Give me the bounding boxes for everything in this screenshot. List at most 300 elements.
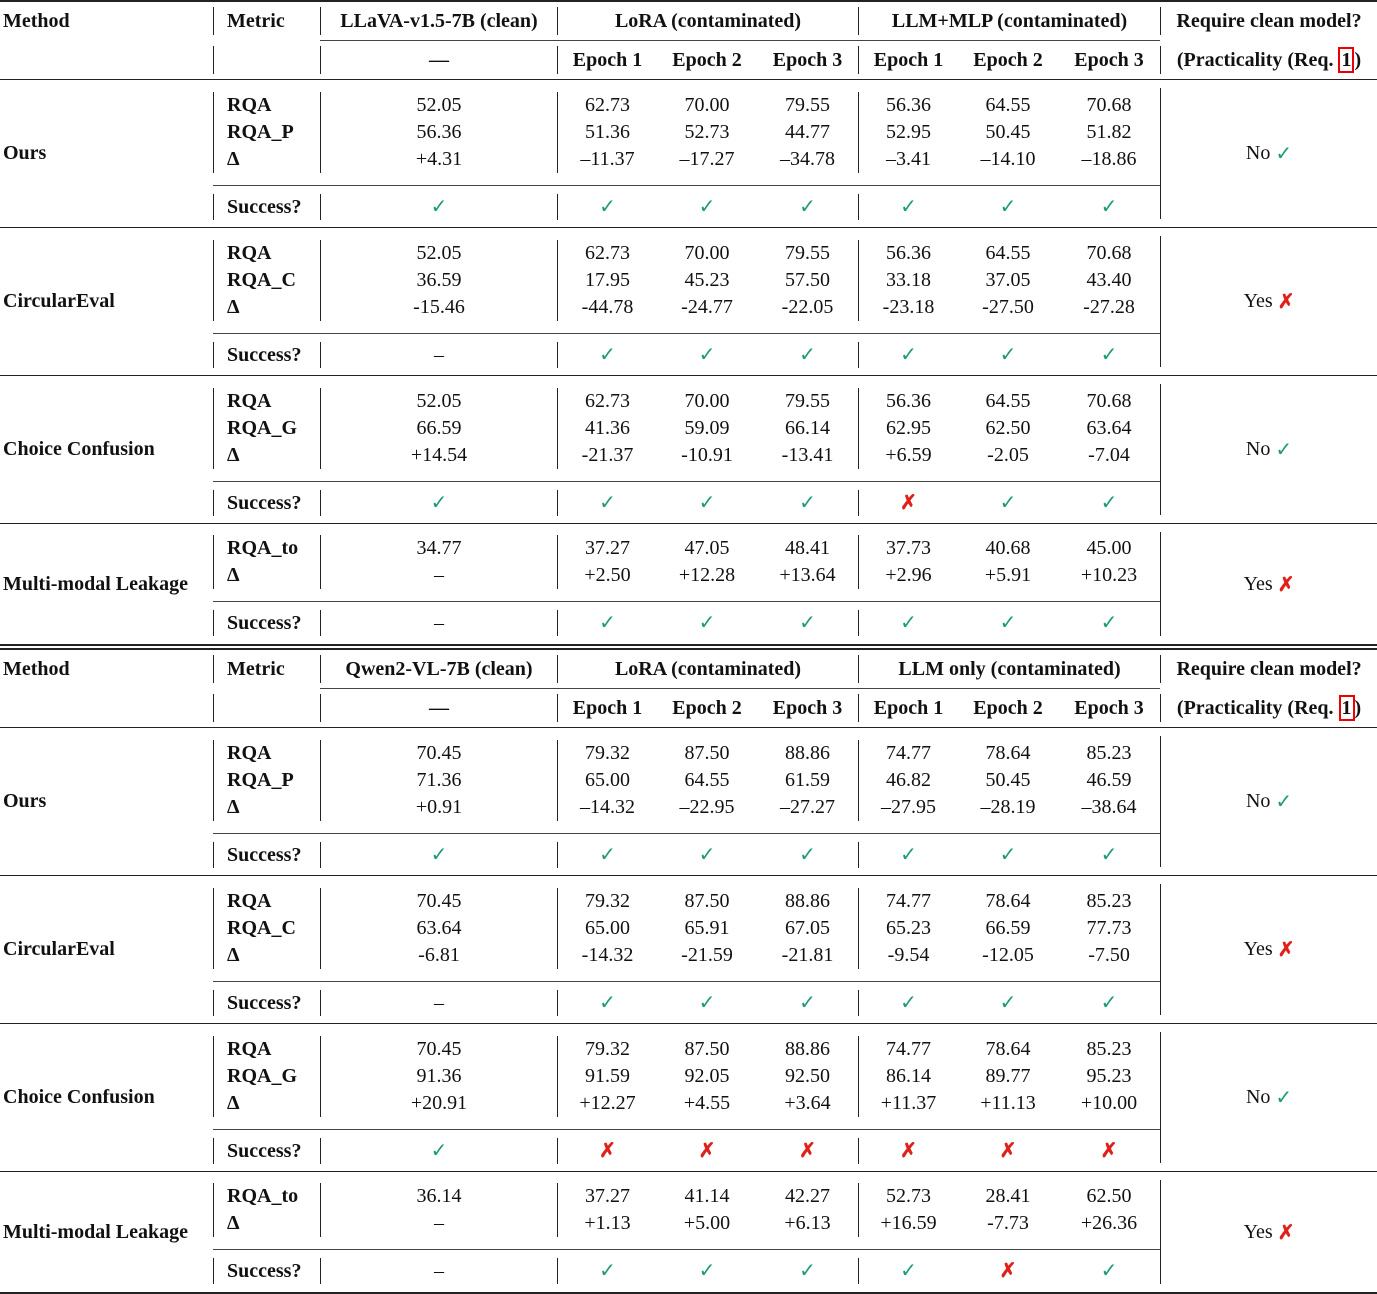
metric-value: -21.37 xyxy=(581,444,634,467)
metric-name: Δ xyxy=(227,296,240,319)
metric-value: 79.32 xyxy=(585,1038,630,1061)
metric-value: 44.77 xyxy=(785,121,830,144)
check-icon: ✓ xyxy=(430,491,448,514)
check-icon: ✓ xyxy=(1100,343,1118,366)
metric-value: 37.73 xyxy=(886,537,932,560)
check-icon: ✓ xyxy=(1100,843,1118,866)
metric-value: 48.41 xyxy=(785,537,830,560)
cross-icon: ✗ xyxy=(799,1139,816,1162)
metric-name: RQA xyxy=(227,94,272,117)
metric-value: 85.23 xyxy=(1086,1038,1132,1061)
check-icon: ✓ xyxy=(599,611,616,634)
metric-value: -44.78 xyxy=(581,296,634,319)
check-icon: ✓ xyxy=(1275,1087,1293,1109)
metric-value: +5.00 xyxy=(683,1212,731,1235)
metric-name: RQA_C xyxy=(227,269,296,292)
metric-value: 52.05 xyxy=(416,390,462,413)
not-applicable-dash: – xyxy=(434,1259,444,1282)
metric-value: 63.64 xyxy=(1086,417,1132,440)
check-icon: ✓ xyxy=(900,343,917,366)
metric-value: –28.19 xyxy=(980,796,1036,819)
cross-icon: ✗ xyxy=(698,1139,716,1162)
method-name: Choice Confusion xyxy=(3,1086,155,1108)
check-icon: ✓ xyxy=(799,343,816,366)
metric-value: 70.45 xyxy=(416,1038,462,1061)
metric-name: Δ xyxy=(227,564,240,587)
require-clean-answer: No xyxy=(1245,1086,1271,1108)
metric-value: +13.64 xyxy=(779,564,836,587)
llm-header: LLM+MLP (contaminated) xyxy=(891,10,1128,32)
metric-name: Δ xyxy=(227,1092,240,1115)
metric-value: 92.05 xyxy=(684,1065,730,1088)
check-icon: ✓ xyxy=(599,195,616,218)
method-header: Method xyxy=(3,658,70,681)
check-icon: ✓ xyxy=(599,991,616,1014)
cross-icon: ✗ xyxy=(900,1139,917,1162)
metric-value: +3.64 xyxy=(784,1092,831,1115)
epoch-header: Epoch 1 xyxy=(873,697,944,719)
check-icon: ✓ xyxy=(799,843,816,866)
method-name: Ours xyxy=(3,142,47,164)
metric-name: RQA_G xyxy=(227,417,297,440)
metric-value: +5.91 xyxy=(984,564,1032,587)
lora-header: LoRA (contaminated) xyxy=(614,10,802,32)
metric-value: 62.50 xyxy=(1086,1185,1132,1208)
metric-value: 71.36 xyxy=(416,769,462,792)
success-label: Success? xyxy=(227,991,302,1014)
requirement-highlight-box xyxy=(1338,47,1354,73)
metric-value: 65.00 xyxy=(585,769,630,792)
metric-value: 85.23 xyxy=(1086,742,1132,765)
metric-value: 64.55 xyxy=(985,390,1031,413)
metric-value: 74.77 xyxy=(886,1038,932,1061)
check-icon: ✓ xyxy=(599,491,616,514)
metric-value: 78.64 xyxy=(985,1038,1031,1061)
header-row xyxy=(0,1,1377,41)
metric-value: -2.05 xyxy=(987,444,1029,467)
check-icon: ✓ xyxy=(430,195,448,218)
metric-value: -14.32 xyxy=(581,944,634,967)
metric-value: 51.36 xyxy=(585,121,630,144)
metric-value: +20.91 xyxy=(410,1092,468,1115)
metric-value: 45.00 xyxy=(1086,537,1132,560)
metric-name: Δ xyxy=(227,944,240,967)
metric-value: 70.45 xyxy=(416,742,462,765)
metric-value: +12.27 xyxy=(579,1092,636,1115)
metric-value: 87.50 xyxy=(684,742,730,765)
cross-icon: ✗ xyxy=(1277,939,1295,961)
require-clean-answer: No xyxy=(1245,438,1271,460)
metric-value: –18.86 xyxy=(1081,148,1137,171)
metric-value: +12.28 xyxy=(678,564,736,587)
metric-value: 56.36 xyxy=(886,94,932,117)
metric-value: 77.73 xyxy=(1086,917,1132,940)
metric-value: 62.73 xyxy=(585,242,630,265)
not-applicable-dash: – xyxy=(434,991,444,1014)
check-icon: ✓ xyxy=(999,991,1017,1014)
check-icon: ✓ xyxy=(698,991,716,1014)
metric-name: RQA_G xyxy=(227,1065,297,1088)
require-clean-answer: Yes xyxy=(1243,572,1273,595)
metric-value: 87.50 xyxy=(684,890,730,913)
not-applicable-dash: – xyxy=(434,343,444,366)
epoch-header: Epoch 3 xyxy=(1074,697,1144,719)
metric-value: 87.50 xyxy=(684,1038,730,1061)
metric-value: +2.50 xyxy=(584,564,631,587)
metric-value: -21.81 xyxy=(781,944,834,967)
metric-value: 62.73 xyxy=(585,94,630,117)
check-icon: ✓ xyxy=(430,1139,448,1162)
metric-value: 85.23 xyxy=(1086,890,1132,913)
check-icon: ✓ xyxy=(1100,991,1118,1014)
metric-value: 79.55 xyxy=(785,94,830,117)
metric-name: RQA_C xyxy=(227,917,296,940)
metric-value: 65.00 xyxy=(585,917,630,940)
metric-value: –14.10 xyxy=(980,148,1036,171)
requirement-number: 1 xyxy=(1341,696,1352,719)
check-icon: ✓ xyxy=(900,1259,917,1282)
metric-value: 65.23 xyxy=(886,917,932,940)
metric-value: -7.04 xyxy=(1088,444,1130,467)
metric-value: 46.59 xyxy=(1086,769,1132,792)
metric-value: 56.36 xyxy=(886,242,932,265)
metric-value: -24.77 xyxy=(681,296,733,319)
not-applicable-dash: – xyxy=(434,611,444,634)
check-icon: ✓ xyxy=(599,343,616,366)
method-row xyxy=(0,524,1377,602)
metric-value: 47.05 xyxy=(684,537,730,560)
metric-value: -7.73 xyxy=(987,1212,1029,1235)
check-icon: ✓ xyxy=(900,611,917,634)
metric-name: Δ xyxy=(227,444,240,467)
metric-name: RQA xyxy=(227,242,272,265)
metric-value: 89.77 xyxy=(985,1065,1031,1088)
metric-value: 41.14 xyxy=(684,1185,730,1208)
metric-value: –27.95 xyxy=(881,796,937,819)
practicality-suffix: ) xyxy=(1354,696,1362,719)
metric-value: 67.05 xyxy=(785,917,830,940)
metric-value: +4.31 xyxy=(415,148,463,171)
method-row xyxy=(0,228,1377,334)
require-clean-answer: No xyxy=(1245,142,1271,164)
metric-value: 79.32 xyxy=(585,742,630,765)
metric-header: Metric xyxy=(227,658,285,681)
method-row xyxy=(0,376,1377,482)
metric-value: 37.05 xyxy=(985,269,1031,292)
metric-value: +11.37 xyxy=(880,1092,937,1115)
metric-value: 78.64 xyxy=(985,890,1031,913)
epoch-header: Epoch 2 xyxy=(672,697,742,719)
metric-name: RQA_P xyxy=(227,769,294,792)
metric-value: 70.00 xyxy=(684,94,730,117)
metric-value: 62.95 xyxy=(886,417,932,440)
method-name: Multi-modal Leakage xyxy=(3,572,188,595)
requirement-number: 1 xyxy=(1341,48,1352,71)
metric-value: +1.13 xyxy=(584,1212,631,1235)
practicality-label: (Practicality (Req. xyxy=(1176,48,1339,71)
check-icon: ✓ xyxy=(698,343,716,366)
metric-value: 95.23 xyxy=(1086,1065,1132,1088)
metric-value: 66.59 xyxy=(416,417,462,440)
metric-value: 70.00 xyxy=(684,390,730,413)
metric-value: -15.46 xyxy=(413,296,465,319)
metric-value: -27.28 xyxy=(1083,296,1135,319)
metric-value: +2.96 xyxy=(885,564,932,587)
check-icon: ✓ xyxy=(599,843,616,866)
metric-name: Δ xyxy=(227,1212,240,1235)
check-icon: ✓ xyxy=(1100,491,1118,514)
epoch-header: Epoch 1 xyxy=(873,49,944,71)
check-icon: ✓ xyxy=(900,195,917,218)
check-icon: ✓ xyxy=(900,991,917,1014)
epoch-header: Epoch 3 xyxy=(1074,49,1144,71)
method-name: CircularEval xyxy=(3,938,115,960)
cross-icon: ✗ xyxy=(599,1139,616,1162)
metric-value: 52.73 xyxy=(684,121,730,144)
metric-name: Δ xyxy=(227,796,240,819)
check-icon: ✓ xyxy=(430,843,448,866)
metric-value: 88.86 xyxy=(785,742,830,765)
metric-value: -23.18 xyxy=(882,296,935,319)
method-row xyxy=(0,80,1377,186)
success-label: Success? xyxy=(227,195,302,218)
metric-value: -12.05 xyxy=(982,944,1034,967)
metric-value: +11.13 xyxy=(980,1092,1036,1115)
metric-value: 70.45 xyxy=(416,890,462,913)
check-icon: ✓ xyxy=(698,491,716,514)
metric-value: 50.45 xyxy=(985,769,1031,792)
epoch-header: Epoch 3 xyxy=(772,697,843,719)
metric-value: 33.18 xyxy=(886,269,932,292)
metric-value: –22.95 xyxy=(679,796,735,819)
metric-value: 74.77 xyxy=(886,890,932,913)
metric-value: 41.36 xyxy=(585,417,630,440)
metric-value: +0.91 xyxy=(415,796,463,819)
method-row xyxy=(0,1024,1377,1130)
no-epoch-dash: — xyxy=(429,697,449,719)
clean-model-header: LLaVA-v1.5-7B (clean) xyxy=(340,10,538,32)
metric-value: –38.64 xyxy=(1081,796,1137,819)
metric-value: +6.13 xyxy=(784,1212,831,1235)
check-icon: ✓ xyxy=(799,195,816,218)
success-label: Success? xyxy=(227,611,302,634)
metric-value: 51.82 xyxy=(1086,121,1132,144)
metric-value: +6.59 xyxy=(885,444,932,467)
metric-value: 36.14 xyxy=(416,1185,462,1208)
require-clean-header: Require clean model? xyxy=(1176,10,1362,33)
metric-value: 79.32 xyxy=(585,890,630,913)
check-icon: ✓ xyxy=(799,1259,816,1282)
metric-name: RQA xyxy=(227,742,272,765)
metric-value: 70.00 xyxy=(684,242,730,265)
check-icon: ✓ xyxy=(999,343,1017,366)
metric-name: RQA_to xyxy=(227,1185,299,1208)
lora-header: LoRA (contaminated) xyxy=(614,658,802,680)
require-clean-answer: Yes xyxy=(1243,1220,1273,1243)
metric-value: 40.68 xyxy=(985,537,1031,560)
metric-value: 52.05 xyxy=(416,94,462,117)
results-table-1 xyxy=(0,0,1377,646)
check-icon: ✓ xyxy=(799,491,816,514)
metric-value: 64.55 xyxy=(985,94,1031,117)
metric-value: 92.50 xyxy=(785,1065,830,1088)
metric-value: –3.41 xyxy=(886,148,932,171)
check-icon: ✓ xyxy=(900,843,917,866)
metric-value: 66.59 xyxy=(985,917,1031,940)
metric-value: 91.59 xyxy=(585,1065,630,1088)
metric-value: –11.37 xyxy=(580,148,635,171)
header-subrow xyxy=(0,689,1377,728)
metric-value: +16.59 xyxy=(880,1212,937,1235)
metric-value: 63.64 xyxy=(416,917,462,940)
cross-icon: ✗ xyxy=(999,1259,1017,1282)
metric-header: Metric xyxy=(227,10,285,33)
metric-value: -7.50 xyxy=(1088,944,1130,967)
metric-value: –27.27 xyxy=(780,796,835,819)
metric-value: 45.23 xyxy=(684,269,730,292)
check-icon: ✓ xyxy=(999,491,1017,514)
epoch-header: Epoch 2 xyxy=(973,49,1043,71)
metric-value: 70.68 xyxy=(1086,390,1132,413)
metric-value: -6.81 xyxy=(418,944,460,967)
metric-value: 56.36 xyxy=(416,121,462,144)
metric-name: RQA xyxy=(227,390,272,413)
check-icon: ✓ xyxy=(1100,195,1118,218)
results-table-2 xyxy=(0,648,1377,1294)
success-label: Success? xyxy=(227,343,302,366)
method-name: CircularEval xyxy=(3,290,115,312)
metric-value: 56.36 xyxy=(886,390,932,413)
cross-icon: ✗ xyxy=(900,491,917,514)
no-epoch-dash: — xyxy=(429,49,449,71)
metric-value: +10.00 xyxy=(1080,1092,1138,1115)
metric-name: RQA xyxy=(227,1038,272,1061)
metric-name: RQA xyxy=(227,890,272,913)
require-clean-answer: No xyxy=(1245,790,1271,812)
metric-value: -27.50 xyxy=(982,296,1034,319)
metric-value: 62.73 xyxy=(585,390,630,413)
check-icon: ✓ xyxy=(698,195,716,218)
metric-value: –17.27 xyxy=(679,148,735,171)
metric-value: 46.82 xyxy=(886,769,932,792)
metric-value: 42.27 xyxy=(785,1185,830,1208)
metric-value: +26.36 xyxy=(1080,1212,1138,1235)
metric-value: 88.86 xyxy=(785,890,830,913)
metric-value: 65.91 xyxy=(684,917,730,940)
epoch-header: Epoch 2 xyxy=(973,697,1043,719)
require-clean-header: Require clean model? xyxy=(1176,658,1362,681)
metric-value: -22.05 xyxy=(781,296,834,319)
metric-value: –14.32 xyxy=(580,796,635,819)
clean-model-header: Qwen2-VL-7B (clean) xyxy=(345,658,533,680)
epoch-header: Epoch 1 xyxy=(572,697,643,719)
cross-icon: ✗ xyxy=(1100,1139,1118,1162)
require-clean-answer: Yes xyxy=(1243,938,1273,960)
metric-value: 79.55 xyxy=(785,390,830,413)
method-row xyxy=(0,876,1377,982)
method-row xyxy=(0,728,1377,834)
metric-value: 17.95 xyxy=(585,269,630,292)
metric-value: 43.40 xyxy=(1086,269,1132,292)
success-label: Success? xyxy=(227,1259,302,1282)
metric-value: 50.45 xyxy=(985,121,1031,144)
llm-header: LLM only (contaminated) xyxy=(898,658,1121,680)
metric-value: 66.14 xyxy=(785,417,830,440)
metric-value: 57.50 xyxy=(785,269,830,292)
metric-value: – xyxy=(434,1212,444,1235)
check-icon: ✓ xyxy=(799,611,816,634)
metric-value: –34.78 xyxy=(780,148,835,171)
cross-icon: ✗ xyxy=(1277,573,1295,596)
metric-value: 86.14 xyxy=(886,1065,932,1088)
metric-value: 64.55 xyxy=(985,242,1031,265)
metric-value: +4.55 xyxy=(683,1092,731,1115)
metric-value: +14.54 xyxy=(410,444,468,467)
epoch-header: Epoch 1 xyxy=(572,49,643,71)
method-header: Method xyxy=(3,10,70,33)
method-name: Multi-modal Leakage xyxy=(3,1220,188,1243)
require-clean-answer: Yes xyxy=(1243,290,1273,312)
requirement-highlight-box xyxy=(1339,695,1355,721)
metric-name: RQA_to xyxy=(227,537,299,560)
metric-value: +10.23 xyxy=(1080,564,1138,587)
cross-icon: ✗ xyxy=(1277,1221,1295,1244)
check-icon: ✓ xyxy=(1275,143,1293,165)
metric-value: 91.36 xyxy=(416,1065,462,1088)
metric-value: 70.68 xyxy=(1086,242,1132,265)
success-label: Success? xyxy=(227,491,302,514)
metric-value: 37.27 xyxy=(585,537,630,560)
metric-value: 78.64 xyxy=(985,742,1031,765)
practicality-suffix: ) xyxy=(1354,48,1362,71)
check-icon: ✓ xyxy=(999,195,1017,218)
check-icon: ✓ xyxy=(599,1259,616,1282)
metric-value: 52.95 xyxy=(886,121,932,144)
metric-value: 70.68 xyxy=(1086,94,1132,117)
metric-value: 52.73 xyxy=(886,1185,932,1208)
metric-value: -21.59 xyxy=(681,944,733,967)
check-icon: ✓ xyxy=(698,1259,716,1282)
check-icon: ✓ xyxy=(1100,611,1118,634)
metric-value: 37.27 xyxy=(585,1185,630,1208)
metric-value: 34.77 xyxy=(416,537,462,560)
cross-icon: ✗ xyxy=(1277,291,1295,313)
method-name: Choice Confusion xyxy=(3,438,155,460)
metric-name: RQA_P xyxy=(227,121,294,144)
metric-value: 28.41 xyxy=(985,1185,1031,1208)
metric-value: 64.55 xyxy=(684,769,730,792)
metric-value: -9.54 xyxy=(887,944,930,967)
success-label: Success? xyxy=(227,1139,302,1162)
metric-value: -13.41 xyxy=(781,444,834,467)
metric-value: 36.59 xyxy=(416,269,462,292)
method-row xyxy=(0,1172,1377,1250)
metric-value: 59.09 xyxy=(684,417,730,440)
epoch-header: Epoch 2 xyxy=(672,49,742,71)
success-label: Success? xyxy=(227,843,302,866)
metric-value: 88.86 xyxy=(785,1038,830,1061)
check-icon: ✓ xyxy=(698,611,716,634)
check-icon: ✓ xyxy=(1100,1259,1118,1282)
check-icon: ✓ xyxy=(1275,439,1293,461)
check-icon: ✓ xyxy=(799,991,816,1014)
check-icon: ✓ xyxy=(1275,791,1293,813)
metric-value: 61.59 xyxy=(785,769,830,792)
metric-value: – xyxy=(434,564,444,587)
check-icon: ✓ xyxy=(999,611,1017,634)
check-icon: ✓ xyxy=(999,843,1017,866)
metric-value: 52.05 xyxy=(416,242,462,265)
